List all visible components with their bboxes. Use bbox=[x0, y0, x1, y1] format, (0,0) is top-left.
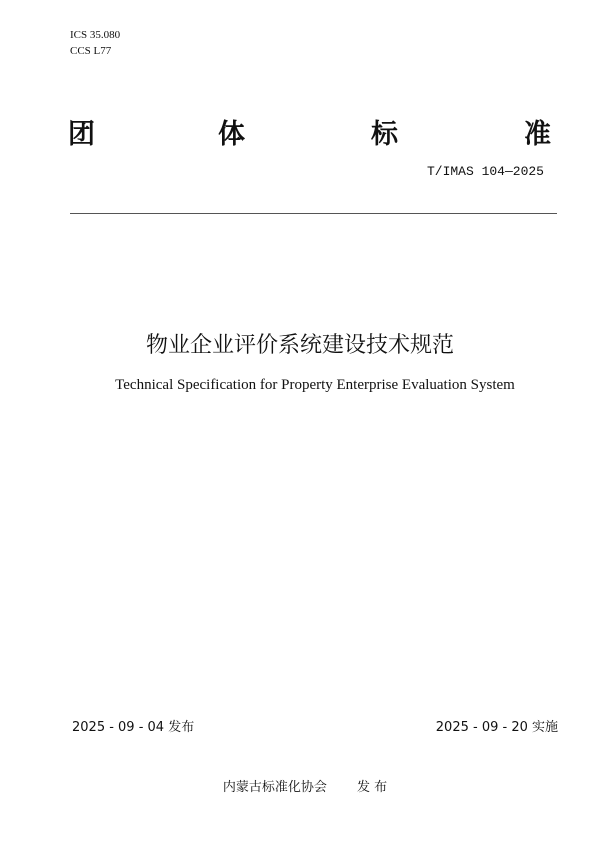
standard-type-char-3: 标 bbox=[371, 119, 398, 150]
issue-date: 2025 - 09 - 04 发布 bbox=[72, 720, 195, 735]
standard-type-char-2: 体 bbox=[218, 119, 245, 150]
header-divider bbox=[70, 213, 557, 214]
ics-code: ICS 35.080 bbox=[70, 29, 121, 41]
standard-type-char-4: 准 bbox=[524, 119, 551, 150]
title-english: Technical Specification for Property Enterprise Evaluation System bbox=[115, 377, 515, 393]
standard-code: T/IMAS 104—2025 bbox=[426, 164, 544, 179]
publisher: 内蒙古标准化协会 发 布 bbox=[222, 780, 388, 795]
ccs-code: CCS L77 bbox=[70, 45, 112, 57]
standard-type-char-1: 团 bbox=[68, 119, 95, 150]
title-chinese: 物业企业评价系统建设技术规范 bbox=[145, 333, 454, 358]
implement-date: 2025 - 09 - 20 实施 bbox=[435, 720, 558, 735]
